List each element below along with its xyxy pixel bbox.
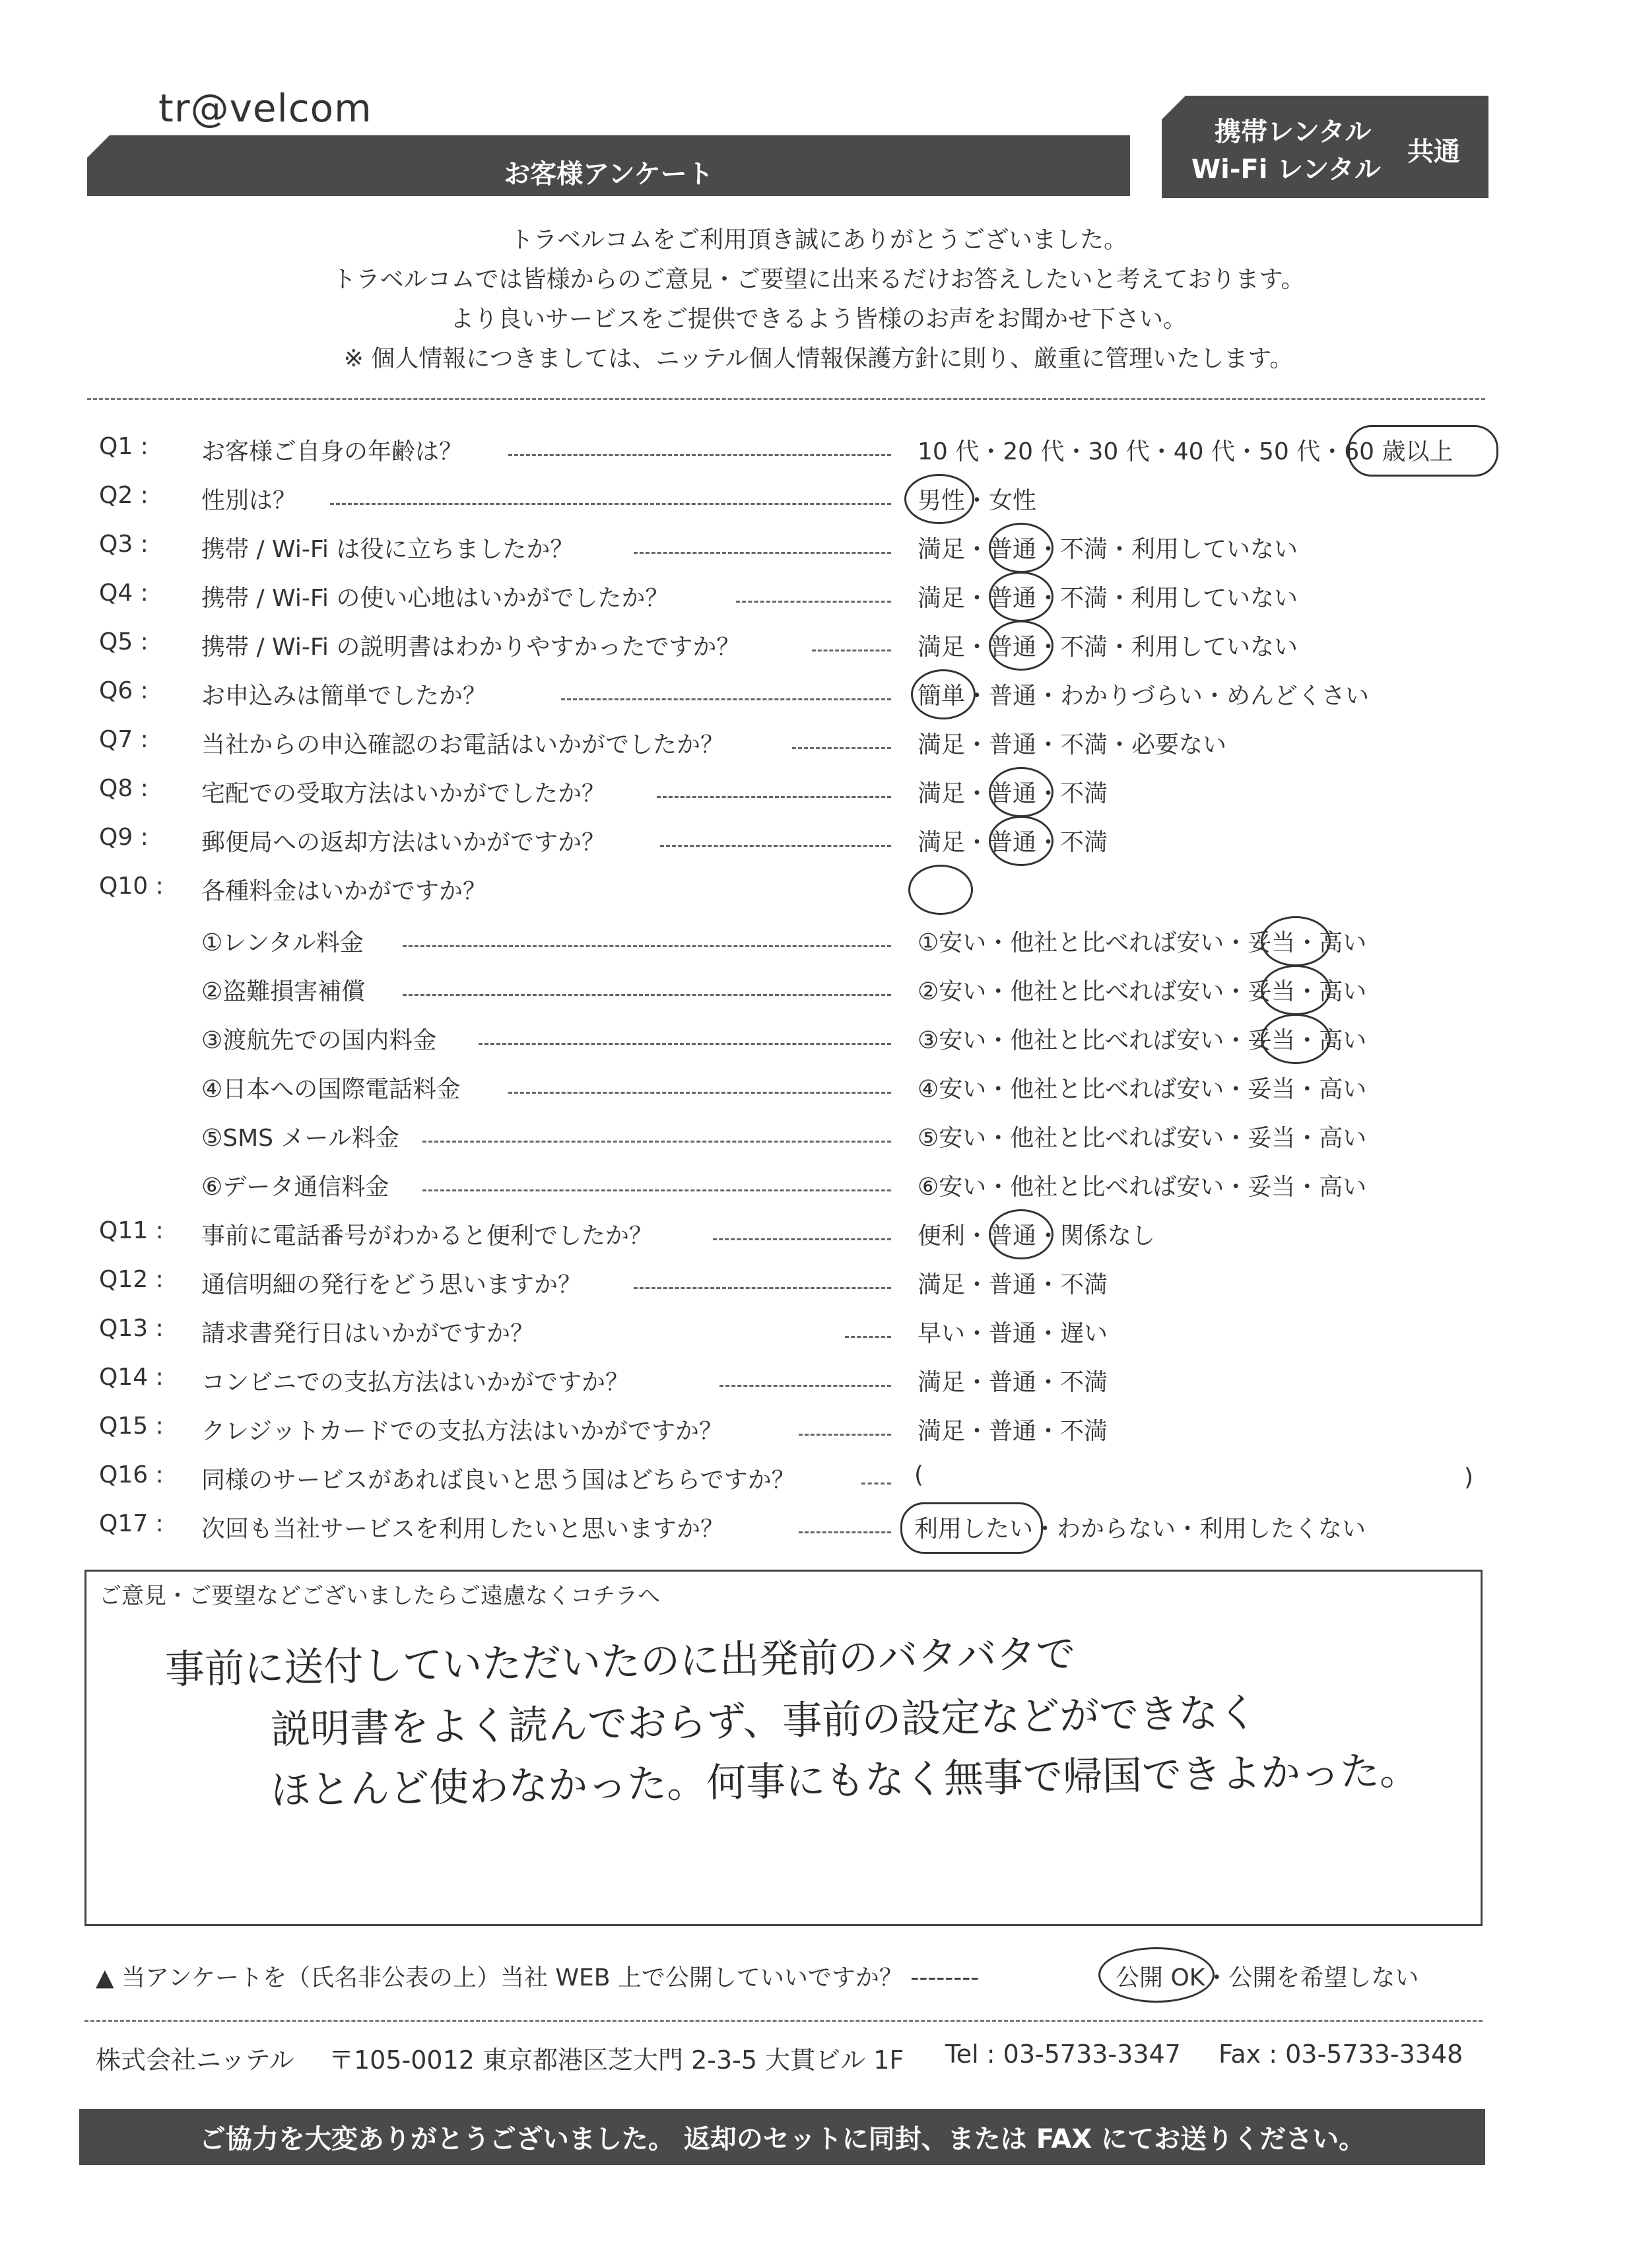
answer-options: ⑥安い・他社と比べれば安い・妥当・高い bbox=[918, 1174, 1367, 1201]
answer-options: 満足・普通・不満 bbox=[918, 780, 1108, 807]
leader-dashes bbox=[845, 1336, 891, 1338]
question-number: Q14 : bbox=[99, 1364, 164, 1391]
survey-title: お客様アンケート bbox=[504, 159, 714, 189]
answer-options: ②安い・他社と比べれば安い・妥当・高い bbox=[918, 978, 1367, 1005]
question-text: 同様のサービスがあれば良いと思う国はどちらですか？ bbox=[201, 1467, 795, 1494]
question-text: お客様ご自身の年齢は？ bbox=[201, 438, 463, 465]
leader-dashes bbox=[330, 503, 891, 505]
footer-bar: ご協力を大変ありがとうございました。 返却のセットに同封、または FAX にてお送りください。 bbox=[79, 2109, 1485, 2165]
question-number: Q4 : bbox=[99, 580, 149, 607]
fee-item: ③渡航先での国内料金 bbox=[201, 1027, 437, 1054]
question-number: Q13 : bbox=[99, 1315, 164, 1342]
leader-dashes bbox=[792, 747, 891, 749]
leader-dashes bbox=[799, 1531, 891, 1533]
answer-circle bbox=[904, 474, 974, 524]
question-text: クレジットカードでの支払方法はいかがですか？ bbox=[201, 1418, 723, 1445]
answer-circle bbox=[908, 865, 973, 915]
answer-circle bbox=[989, 572, 1053, 622]
handwritten-comment-line: 事前に送付していただいたのに出発前のバタバタで bbox=[164, 1630, 1076, 1694]
company-logo: tr@velcom bbox=[158, 86, 372, 131]
question-text: 次回も当社サービスを利用したいと思いますか？ bbox=[201, 1516, 725, 1543]
leader-dashes bbox=[479, 1043, 891, 1045]
answer-circle bbox=[1348, 425, 1498, 477]
answer-options: 満足・普通・不満 bbox=[918, 829, 1108, 856]
question-number: Q12 : bbox=[99, 1266, 164, 1293]
intro-line: ※ 個人情報につきましては、ニッテル個人情報保護方針に則り、厳重に管理いたします。 bbox=[343, 345, 1294, 372]
answer-options: 男性・女性 bbox=[918, 487, 1037, 514]
comment-label: ご意見・ご要望などございましたらご遠慮なくコチラへ bbox=[99, 1583, 660, 1609]
answer-options: 満足・普通・不満・利用していない bbox=[918, 536, 1298, 563]
answer-circle bbox=[989, 816, 1053, 866]
leader-dashes bbox=[508, 454, 891, 456]
question-text: 宅配での受取方法はいかがでしたか？ bbox=[201, 780, 606, 807]
question-text: 携帯 / Wi-Fi は役に立ちましたか？ bbox=[201, 536, 574, 563]
answer-circle bbox=[1098, 1947, 1215, 2003]
answer-circle bbox=[900, 1502, 1043, 1554]
answer-circle bbox=[1261, 916, 1331, 966]
question-text: 携帯 / Wi-Fi の使い心地はいかがでしたか？ bbox=[201, 585, 669, 612]
question-text: 携帯 / Wi-Fi の説明書はわかりやすかったですか？ bbox=[201, 634, 741, 661]
answer-options: ①安い・他社と比べれば安い・妥当・高い bbox=[918, 929, 1367, 956]
paren-close: ) bbox=[1464, 1464, 1474, 1491]
question-number: Q3 : bbox=[99, 531, 149, 558]
handwritten-comment-line: 説明書をよく読んでおらず、事前の設定などができなく bbox=[270, 1689, 1258, 1754]
answer-circle bbox=[989, 767, 1053, 817]
leader-dashes bbox=[736, 601, 891, 603]
answer-options: 満足・普通・不満 bbox=[918, 1369, 1108, 1396]
intro-line: トラベルコムをご利用頂き誠にありがとうございました。 bbox=[509, 226, 1127, 253]
company-name: 株式会社ニッテル bbox=[96, 2046, 294, 2075]
answer-options: 満足・普通・不満・利用していない bbox=[918, 634, 1298, 661]
badge-wifi-rental: Wi-Fi レンタル bbox=[1191, 154, 1381, 185]
answer-options: 満足・普通・不満・利用していない bbox=[918, 585, 1298, 612]
handwritten-comment-line: ほとんど使わなかった。何事にもなく無事で帰国できよかった。 bbox=[270, 1747, 1420, 1815]
question-number: Q1 : bbox=[99, 433, 149, 460]
question-number: Q16 : bbox=[99, 1461, 164, 1488]
question-number: Q11 : bbox=[99, 1217, 164, 1244]
answer-circle bbox=[911, 669, 976, 719]
answer-options: 満足・普通・不満 bbox=[918, 1271, 1108, 1298]
fee-item: ②盗難損害補償 bbox=[201, 978, 366, 1005]
publish-options: 公開 OK・公開を希望しない bbox=[1116, 1964, 1419, 1991]
leader-dashes bbox=[634, 552, 891, 554]
company-address: 〒105-0012 東京都港区芝大門 2-3-5 大貫ビル 1F bbox=[329, 2046, 904, 2075]
leader-dashes bbox=[403, 994, 891, 996]
publish-question: ▲ 当アンケートを（氏名非公表の上）当社 WEB 上で公開していいですか？ -------- bbox=[96, 1964, 980, 1991]
answer-circle bbox=[989, 620, 1053, 671]
question-number: Q8 : bbox=[99, 775, 149, 802]
leader-dashes bbox=[508, 1092, 891, 1094]
question-text: 郵便局への返却方法はいかがですか？ bbox=[201, 829, 606, 856]
answer-options: 早い・普通・遅い bbox=[918, 1320, 1108, 1347]
leader-dashes bbox=[422, 1189, 891, 1191]
answer-options: ⑤安い・他社と比べれば安い・妥当・高い bbox=[918, 1125, 1367, 1152]
question-text: 各種料金はいかがですか？ bbox=[201, 878, 487, 905]
divider bbox=[87, 398, 1485, 400]
question-number: Q10 : bbox=[99, 873, 164, 900]
fee-item: ①レンタル料金 bbox=[201, 929, 364, 956]
answer-options: 満足・普通・不満 bbox=[918, 1418, 1108, 1445]
answer-options: 満足・普通・不満・必要ない bbox=[918, 731, 1227, 758]
divider bbox=[84, 2020, 1483, 2022]
question-number: Q9 : bbox=[99, 824, 149, 851]
question-number: Q6 : bbox=[99, 677, 149, 704]
company-fax: Fax : 03-5733-3348 bbox=[1219, 2040, 1463, 2069]
answer-options: 便利・普通・関係なし bbox=[918, 1222, 1156, 1250]
leader-dashes bbox=[799, 1434, 891, 1436]
answer-circle bbox=[989, 523, 1053, 573]
answer-circle bbox=[1261, 965, 1331, 1015]
question-text: 性別は？ bbox=[201, 487, 297, 514]
leader-dashes bbox=[561, 698, 891, 700]
answer-options: 利用したい・わからない・利用したくない bbox=[914, 1516, 1366, 1543]
question-number: Q2 : bbox=[99, 482, 149, 509]
answer-circle bbox=[989, 1209, 1053, 1259]
question-text: お申込みは簡単でしたか？ bbox=[201, 683, 487, 710]
leader-dashes bbox=[719, 1385, 891, 1387]
question-text: 通信明細の発行をどう思いますか？ bbox=[201, 1271, 582, 1298]
answer-options: ( bbox=[914, 1461, 924, 1488]
leader-dashes bbox=[657, 796, 891, 798]
fee-item: ④日本への国際電話料金 bbox=[201, 1076, 461, 1103]
leader-dashes bbox=[422, 1141, 891, 1143]
leader-dashes bbox=[812, 650, 891, 651]
leader-dashes bbox=[713, 1238, 891, 1240]
question-number: Q15 : bbox=[99, 1413, 164, 1440]
intro-line: トラベルコムでは皆様からのご意見・ご要望に出来るだけお答えしたいと考えております。 bbox=[332, 266, 1305, 293]
answer-options: 簡単・普通・わかりづらい・めんどくさい bbox=[918, 683, 1370, 710]
question-number: Q7 : bbox=[99, 726, 149, 753]
question-number: Q17 : bbox=[99, 1510, 164, 1537]
badge-common: 共通 bbox=[1407, 137, 1460, 167]
intro-line: より良いサービスをご提供できるよう皆様のお声をお聞かせ下さい。 bbox=[450, 306, 1187, 333]
leader-dashes bbox=[634, 1287, 891, 1289]
fee-item: ⑤SMS メール料金 bbox=[201, 1125, 399, 1152]
answer-options: ④安い・他社と比べれば安い・妥当・高い bbox=[918, 1076, 1367, 1103]
leader-dashes bbox=[660, 845, 891, 847]
question-number: Q5 : bbox=[99, 628, 149, 655]
answer-circle bbox=[1261, 1014, 1331, 1064]
badge-mobile-rental: 携帯レンタル bbox=[1215, 117, 1372, 147]
question-text: コンビニでの支払方法はいかがですか？ bbox=[201, 1369, 630, 1396]
company-tel: Tel : 03-5733-3347 bbox=[945, 2040, 1181, 2069]
answer-options: ③安い・他社と比べれば安い・妥当・高い bbox=[918, 1027, 1367, 1054]
question-text: 当社からの申込確認のお電話はいかがでしたか？ bbox=[201, 731, 725, 758]
question-text: 事前に電話番号がわかると便利でしたか？ bbox=[201, 1222, 653, 1250]
leader-dashes bbox=[403, 945, 891, 947]
question-text: 請求書発行日はいかがですか？ bbox=[201, 1320, 535, 1347]
fee-item: ⑥データ通信料金 bbox=[201, 1174, 389, 1201]
leader-dashes bbox=[861, 1483, 891, 1484]
answer-options: 10 代・20 代・30 代・40 代・50 代・60 歳以上 bbox=[918, 438, 1453, 465]
